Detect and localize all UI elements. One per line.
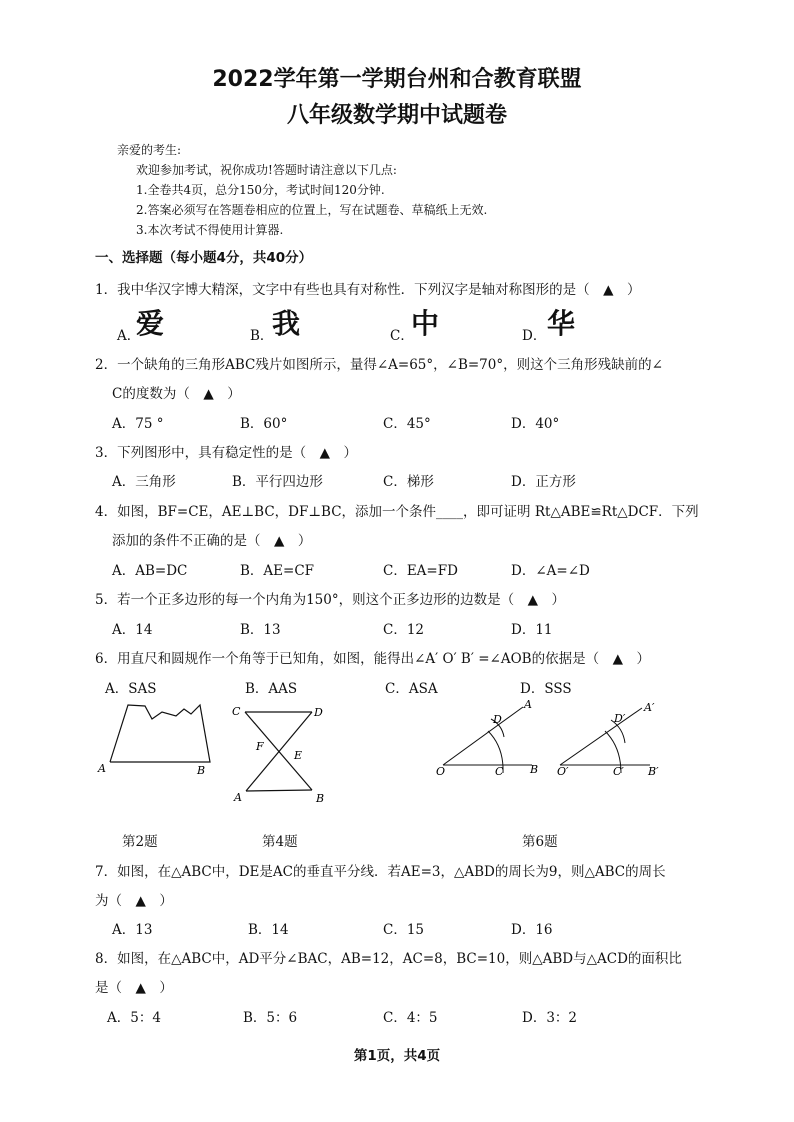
fig4-label-b: B (316, 792, 325, 805)
q3-option-c: C．梯形 (383, 474, 434, 490)
fig6-left-label-o: O (436, 765, 446, 778)
q3-option-d: D．正方形 (511, 474, 576, 490)
fig4-label-f: F (256, 740, 264, 753)
figures-row (90, 695, 710, 820)
fig2-label-a: A (98, 762, 106, 775)
q3-stem: 3．下列图形中，具有稳定性的是（ ▲ ） (95, 445, 357, 461)
q4-option-b: B．AE=CF (240, 563, 315, 579)
page-footer: 第1页，共4页 (353, 1048, 441, 1064)
q8-option-d: D．3：2 (522, 1010, 578, 1026)
q1-label-c: C． (390, 328, 414, 344)
fig6-right-diagram (560, 708, 650, 773)
fig4-label-d: D (314, 706, 323, 719)
q2-option-b: B．60° (240, 416, 288, 432)
q5-option-b: B．13 (240, 622, 281, 638)
q7-option-b: B．14 (248, 922, 289, 938)
q7-option-a: A．13 (112, 922, 153, 938)
notice-item-1: 1.全卷共4页，总分150分，考试时间120分钟. (136, 183, 385, 197)
q2-option-c: C．45° (383, 416, 431, 432)
notice-item-2: 2.答案必须写在答题卷相应的位置上，写在试题卷、草稿纸上无效. (136, 203, 488, 217)
q5-stem: 5．若一个正多边形的每一个内角为150°，则这个正多边形的边数是（ ▲ ） (95, 592, 565, 608)
section-heading: 一、选择题（每小题4分，共40分） (95, 250, 313, 266)
fig6-right-label-d: D′ (614, 712, 626, 725)
q1-label-d: D． (522, 328, 547, 344)
q1-char-c: 中 (411, 307, 440, 340)
q2-option-d: D．40° (511, 416, 560, 432)
fig4-caption: 第4题 (262, 834, 298, 850)
q6-stem: 6．用直尺和圆规作一个角等于已知角，如图，能得出∠A′ O′ B′ =∠AOB的依据是（ ▲ ） (95, 651, 650, 667)
q8-stem-line2: 是（ ▲ ） (95, 980, 173, 996)
fig6-left-label-d: D (493, 713, 502, 726)
exam-title-line2: 八年级数学期中试题卷 (286, 103, 507, 128)
fig6-left-diagram (443, 707, 532, 773)
exam-title-line1: 2022学年第一学期台州和合教育联盟 (212, 67, 582, 92)
q1-label-b: B． (250, 328, 274, 344)
q8-option-c: C．4：5 (383, 1010, 438, 1026)
q1-char-a: 爱 (136, 307, 165, 340)
fig4-label-e: E (294, 749, 303, 762)
fig6-left-label-a: A (524, 698, 532, 711)
fig6-left-label-c: C (495, 765, 504, 778)
q1-char-d: 华 (547, 307, 576, 340)
q8-option-b: B．5：6 (243, 1010, 298, 1026)
fig4-label-c: C (232, 705, 241, 718)
notice-item-3: 3.本次考试不得使用计算器. (136, 223, 284, 237)
q6-option-b: B．AAS (245, 681, 298, 697)
q2-option-a: A．75 ° (112, 416, 164, 432)
fig6-caption: 第6题 (522, 834, 558, 850)
q7-option-d: D．16 (511, 922, 553, 938)
q8-option-a: A．5：4 (107, 1010, 161, 1026)
q4-option-d: D．∠A=∠D (511, 563, 590, 579)
fig6-left-label-b: B (530, 763, 539, 776)
fig4-label-a: A (234, 791, 242, 804)
fig6-right-label-o: O′ (557, 765, 569, 778)
q2-stem-line1: 2．一个缺角的三角形ABC残片如图所示，量得∠A=65°，∠B=70°，则这个三角形残缺前的∠ (95, 357, 663, 373)
fig6-right-label-a: A′ (644, 701, 655, 714)
q4-option-c: C．EA=FD (383, 563, 458, 579)
q7-stem-line2: 为（ ▲ ） (95, 893, 173, 909)
q4-option-a: A．AB=DC (112, 563, 188, 579)
q6-option-d: D．SSS (520, 681, 572, 697)
fig2-label-b: B (197, 764, 206, 777)
q7-stem-line1: 7．如图，在△ABC中，DE是AC的垂直平分线．若AE=3，△ABD的周长为9，则△ABC的周长 (95, 864, 666, 880)
q6-option-a: A．SAS (105, 681, 157, 697)
q1-char-b: 我 (272, 307, 301, 340)
notice-greeting: 亲爱的考生: (117, 143, 182, 157)
q1-stem: 1．我中华汉字博大精深，文字中有些也具有对称性．下列汉字是轴对称图形的是（ ▲ ） (95, 282, 641, 298)
fig2-diagram (110, 705, 210, 762)
q5-option-d: D．11 (511, 622, 553, 638)
fig6-right-label-c: C′ (613, 765, 624, 778)
q5-option-c: C．12 (383, 622, 425, 638)
q1-label-a: A． (117, 328, 141, 344)
q3-option-a: A．三角形 (112, 474, 176, 490)
notice-welcome: 欢迎参加考试，祝你成功!答题时请注意以下几点: (136, 163, 397, 177)
q6-option-c: C．ASA (385, 681, 438, 697)
q2-stem-line2: C的度数为（ ▲ ） (112, 386, 241, 402)
fig6-right-label-b: B′ (648, 765, 659, 778)
q7-option-c: C．15 (383, 922, 425, 938)
q4-stem-line1: 4．如图，BF=CE，AE⊥BC，DF⊥BC，添加一个条件____，即可证明 Rt△ABE≌Rt△DCF．下列 (95, 504, 699, 520)
q4-stem-line2: 添加的条件不正确的是（ ▲ ） (112, 533, 312, 549)
q8-stem-line1: 8．如图，在△ABC中，AD平分∠BAC，AB=12，AC=8，BC=10，则△ABD与△ACD的面积比 (95, 951, 682, 967)
q5-option-a: A．14 (112, 622, 153, 638)
q3-option-b: B．平行四边形 (232, 474, 323, 490)
fig2-caption: 第2题 (122, 834, 158, 850)
